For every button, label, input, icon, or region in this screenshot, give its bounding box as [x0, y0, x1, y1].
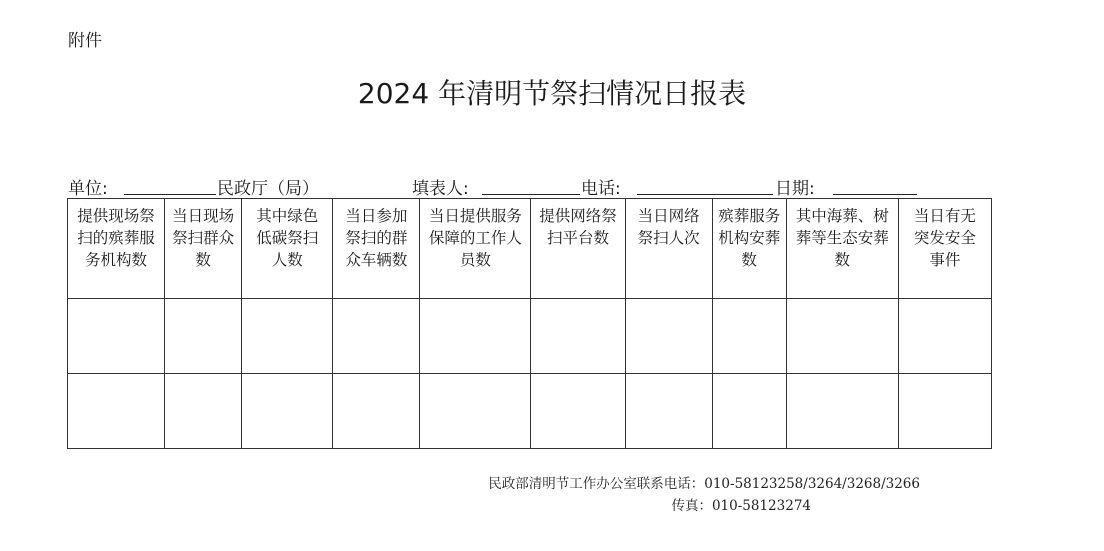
table-cell[interactable]	[625, 374, 712, 449]
table-cell[interactable]	[420, 299, 531, 374]
attachment-label: 附件	[68, 31, 102, 51]
unit-blank[interactable]	[124, 194, 216, 195]
table-cell[interactable]	[333, 374, 420, 449]
table-cell[interactable]	[242, 374, 333, 449]
table-cell[interactable]	[242, 299, 333, 374]
table-cell[interactable]	[712, 374, 786, 449]
table-cell[interactable]	[531, 299, 625, 374]
phone-label: 电话:	[581, 179, 621, 199]
table-cell[interactable]	[68, 374, 165, 449]
table-cell[interactable]	[786, 299, 898, 374]
table-cell[interactable]	[898, 374, 991, 449]
unit-suffix: 民政厅（局）	[217, 179, 319, 199]
table-cell[interactable]	[68, 299, 165, 374]
page-title: 2024 年清明节祭扫情况日报表	[357, 77, 747, 110]
unit-label: 单位:	[68, 179, 108, 199]
footer-contact: 民政部清明节工作办公室联系电话：010-58123258/3264/3268/3266	[488, 476, 920, 492]
table-cell[interactable]	[625, 299, 712, 374]
column-header: 提供现场祭扫的殡葬服务机构数	[68, 199, 165, 299]
date-blank[interactable]	[833, 194, 917, 195]
column-header: 其中绿色低碳祭扫人数	[242, 199, 333, 299]
report-table	[67, 198, 992, 449]
table-cell[interactable]	[165, 299, 242, 374]
column-header: 当日网络祭扫人次	[625, 199, 712, 299]
table-cell[interactable]	[786, 374, 898, 449]
filler-label: 填表人:	[412, 179, 469, 199]
table-cell[interactable]	[712, 299, 786, 374]
footer-fax: 传真：010-58123274	[671, 498, 811, 514]
column-header: 当日提供服务保障的工作人员数	[420, 199, 531, 299]
phone-blank[interactable]	[637, 194, 773, 195]
table-cell[interactable]	[165, 374, 242, 449]
table-cell[interactable]	[531, 374, 625, 449]
column-header: 当日现场祭扫群众数	[165, 199, 242, 299]
column-header: 当日参加祭扫的群众车辆数	[333, 199, 420, 299]
column-header: 当日有无突发安全事件	[898, 199, 991, 299]
table-row	[68, 299, 992, 374]
table-row	[68, 374, 992, 449]
table-cell[interactable]	[898, 299, 991, 374]
table-cell[interactable]	[333, 299, 420, 374]
column-header: 殡葬服务机构安葬数	[712, 199, 786, 299]
column-header: 其中海葬、树葬等生态安葬数	[786, 199, 898, 299]
table-cell[interactable]	[420, 374, 531, 449]
column-header: 提供网络祭扫平台数	[531, 199, 625, 299]
date-label: 日期:	[775, 179, 815, 199]
form-header	[68, 174, 928, 198]
filler-blank[interactable]	[482, 194, 580, 195]
